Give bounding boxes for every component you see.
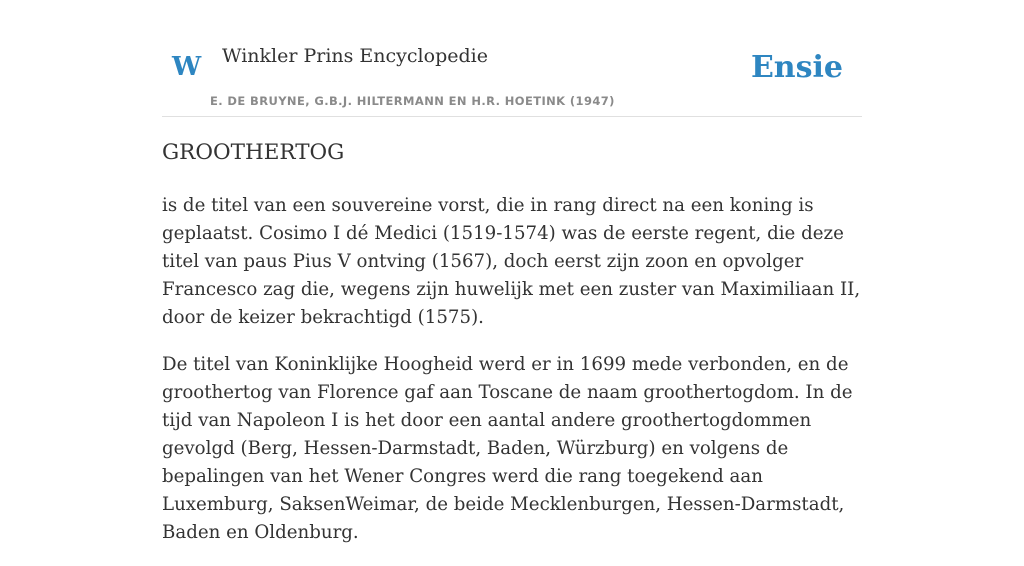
paragraph: De titel van Koninklijke Hoogheid werd er in 1699 mede verbonden, en de groothertog van Florence gaf aan Toscane de naam groothertogdom. In de tijd van Napoleon I is het door een aantal andere groothertogdommen gevolgd (Berg, Hessen-Darmstadt, Baden, Würzburg) en volgens de bepalingen van het Wener Congres werd die rang toegekend aan Luxemburg, SaksenWeimar, de beide Mecklenburgen, Hessen-Darmstadt, Baden en Oldenburg. — [162, 354, 853, 543]
authors-line: E. DE BRUYNE, G.B.J. HILTERMANN EN H.R. HOETINK (1947) — [210, 94, 615, 108]
paragraph: is de titel van een souvereine vorst, die in rang direct na een koning is geplaatst. Cosimo I dé Medici (1519-1574) was de eerste regent, die deze titel van paus Pius V ontving (1567), doch eerst zijn zoon en opvolger Francesco zag die, wegens zijn huwelijk met een zuster van Maximiliaan II, door de keizer bekrachtigd (1575). — [162, 195, 861, 328]
winkler-prins-logo[interactable]: W — [172, 52, 202, 82]
entry-body — [162, 192, 862, 566]
ensie-logo[interactable]: Ensie — [750, 50, 843, 85]
site-title[interactable]: Winkler Prins Encyclopedie — [222, 45, 488, 67]
entry-title: GROOTHERTOG — [162, 140, 345, 165]
header — [162, 0, 862, 117]
